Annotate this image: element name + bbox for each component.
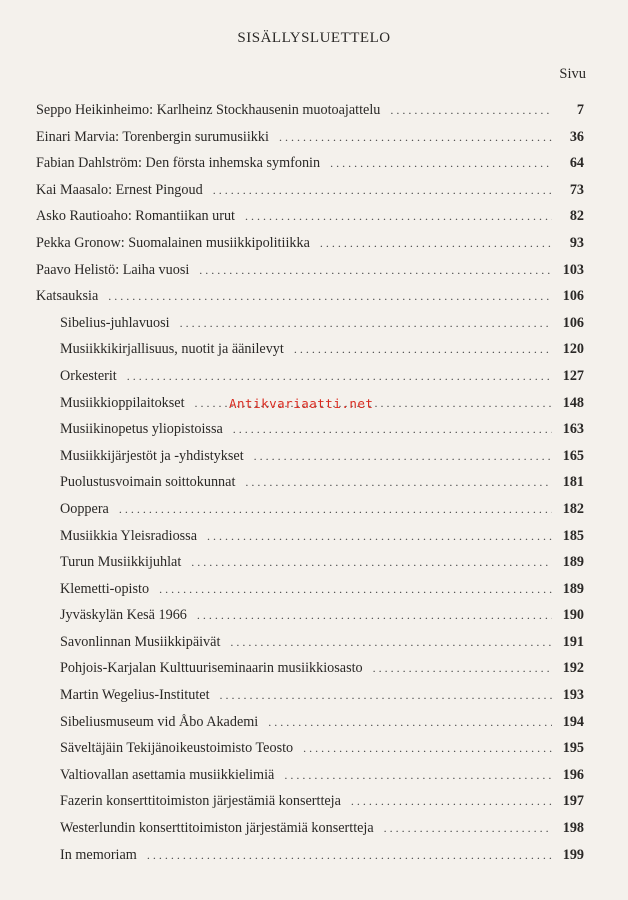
page-title: SISÄLLYSLUETTELO <box>237 30 391 46</box>
dot-leader <box>384 815 552 842</box>
toc-entry-page: 103 <box>562 261 584 278</box>
toc-entry-page: 189 <box>562 580 584 597</box>
dot-leader <box>199 257 552 284</box>
toc-entry-page: 163 <box>562 421 584 438</box>
toc-entry-page: 127 <box>562 367 584 384</box>
toc-entry-label: Fabian Dahlström: Den första inhemska symfonin <box>36 155 321 172</box>
toc-entry-page: 197 <box>562 793 584 810</box>
table-of-contents <box>36 97 584 868</box>
toc-entry-page: 195 <box>562 740 584 757</box>
toc-entry-label: Savonlinnan Musiikkipäivät <box>60 633 221 650</box>
toc-entry-label: Martin Wegelius-Institutet <box>60 687 210 704</box>
toc-entry-label: Sibelius-juhlavuosi <box>60 314 170 331</box>
toc-entry <box>36 97 584 124</box>
dot-leader <box>159 576 552 603</box>
toc-entry-page: 148 <box>562 394 584 411</box>
dot-leader <box>230 629 552 656</box>
toc-entry <box>36 124 584 151</box>
toc-sub-entry <box>36 709 584 736</box>
dot-leader <box>180 310 552 337</box>
dot-leader <box>220 682 552 709</box>
toc-entry-page: 181 <box>562 474 584 491</box>
toc-entry-page: 190 <box>562 607 584 624</box>
toc-entry-page: 120 <box>562 341 584 358</box>
toc-entry-label: In memoriam <box>60 846 137 863</box>
toc-entry-page: 191 <box>562 633 584 650</box>
toc-entry-label: Klemetti-opisto <box>60 580 150 597</box>
toc-entry <box>36 257 584 284</box>
page-column-label: Sivu <box>559 66 586 82</box>
toc-sub-entry <box>36 549 584 576</box>
dot-leader <box>254 443 552 470</box>
toc-entry-label: Musiikkia Yleisradiossa <box>60 527 197 544</box>
toc-sub-entry <box>36 363 584 390</box>
dot-leader <box>245 203 552 230</box>
dot-leader <box>207 523 552 550</box>
toc-entry <box>36 230 584 257</box>
dot-leader <box>294 336 552 363</box>
toc-sub-entry <box>36 655 584 682</box>
toc-entry-page: 165 <box>562 447 584 464</box>
toc-entry-label: Sibeliusmuseum vid Åbo Akademi <box>60 713 259 730</box>
toc-entry-page: 36 <box>569 128 584 145</box>
dot-leader <box>213 177 552 204</box>
toc-entry-page: 185 <box>562 527 584 544</box>
toc-entry-label: Jyväskylän Kesä 1966 <box>60 607 187 624</box>
toc-entry-page: 196 <box>562 766 584 783</box>
toc-entry-label: Musiikkioppilaitokset <box>60 394 185 411</box>
dot-leader <box>390 97 552 124</box>
dot-leader <box>197 602 552 629</box>
toc-entry <box>36 177 584 204</box>
toc-sub-entry <box>36 576 584 603</box>
dot-leader <box>284 762 552 789</box>
toc-sub-entry <box>36 788 584 815</box>
dot-leader <box>233 416 552 443</box>
toc-sub-entry <box>36 842 584 869</box>
toc-entry-page: 106 <box>562 314 584 331</box>
toc-entry-label: Pekka Gronow: Suomalainen musiikkipolitiikka <box>36 234 310 251</box>
toc-sub-entry <box>36 523 584 550</box>
toc-entry-page: 198 <box>562 820 584 837</box>
dot-leader <box>119 496 552 523</box>
toc-sub-entry <box>36 336 584 363</box>
toc-entry-label: Valtiovallan asettamia musiikkielimiä <box>60 766 275 783</box>
toc-sub-entry <box>36 815 584 842</box>
dot-leader <box>268 709 552 736</box>
toc-entry-page: 64 <box>569 155 584 172</box>
watermark-text: Antikvariaatti.net <box>229 396 374 411</box>
dot-leader <box>373 655 552 682</box>
toc-entry-page: 182 <box>562 500 584 517</box>
dot-leader <box>330 150 552 177</box>
toc-entry-label: Kai Maasalo: Ernest Pingoud <box>36 181 203 198</box>
toc-entry-label: Einari Marvia: Torenbergin surumusiikki <box>36 128 269 145</box>
toc-entry-label: Westerlundin konserttitoimiston järjestämiä konsertteja <box>60 820 374 837</box>
toc-entry-page: 106 <box>562 288 584 305</box>
toc-entry-page: 192 <box>562 660 584 677</box>
toc-entry-label: Turun Musiikkijuhlat <box>60 554 182 571</box>
dot-leader <box>147 842 552 869</box>
toc-sub-entry <box>36 496 584 523</box>
toc-entry-label: Seppo Heikinheimo: Karlheinz Stockhausenin muotoajattelu <box>36 102 381 118</box>
dot-leader <box>191 549 552 576</box>
toc-entry-label: Ooppera <box>60 500 109 517</box>
toc-entry <box>36 150 584 177</box>
toc-sub-entry <box>36 443 584 470</box>
toc-entry-label: Musiikkikirjallisuus, nuotit ja äänilevyt <box>60 341 284 358</box>
toc-entry-label: Puolustusvoimain soittokunnat <box>60 474 236 491</box>
toc-entry-label: Säveltäjäin Tekijänoikeustoimisto Teosto <box>60 740 294 757</box>
dot-leader <box>351 788 552 815</box>
toc-entry-page: 73 <box>569 181 584 198</box>
toc-entry-label: Musiikkijärjestöt ja -yhdistykset <box>60 447 244 464</box>
toc-sub-entry <box>36 762 584 789</box>
toc-entry <box>36 203 584 230</box>
toc-entry-label: Pohjois-Karjalan Kulttuuriseminaarin musiikkiosasto <box>60 660 363 677</box>
dot-leader <box>279 124 552 151</box>
toc-sub-entry <box>36 735 584 762</box>
toc-sub-entry <box>36 469 584 496</box>
toc-entry-label: Orkesterit <box>60 367 117 384</box>
toc-entry <box>36 283 584 310</box>
toc-entry-page: 7 <box>576 102 584 118</box>
toc-sub-entry <box>36 682 584 709</box>
dot-leader <box>320 230 552 257</box>
toc-entry-page: 193 <box>562 687 584 704</box>
toc-entry-label: Musiikinopetus yliopistoissa <box>60 421 223 438</box>
toc-entry-label: Fazerin konserttitoimiston järjestämiä konsertteja <box>60 793 341 810</box>
toc-entry-label: Katsauksia <box>36 288 99 305</box>
toc-sub-entry <box>36 629 584 656</box>
toc-sub-entry <box>36 416 584 443</box>
toc-entry-page: 194 <box>562 713 584 730</box>
toc-entry-page: 82 <box>569 208 584 225</box>
toc-entry-page: 189 <box>562 554 584 571</box>
dot-leader <box>127 363 552 390</box>
toc-sub-entry <box>36 602 584 629</box>
dot-leader <box>245 469 552 496</box>
dot-leader <box>108 283 552 310</box>
dot-leader <box>303 735 552 762</box>
toc-sub-entry <box>36 310 584 337</box>
toc-entry-page: 199 <box>562 846 584 863</box>
toc-entry-page: 93 <box>569 234 584 251</box>
toc-entry-label: Asko Rautioaho: Romantiikan urut <box>36 208 235 225</box>
toc-entry-label: Paavo Helistö: Laiha vuosi <box>36 261 190 278</box>
